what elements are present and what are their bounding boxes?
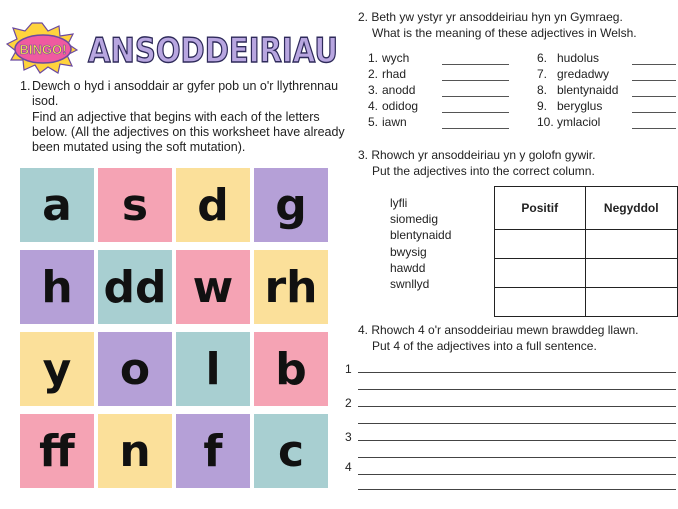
answer-blank[interactable]: [632, 80, 676, 81]
page-title: [84, 16, 344, 76]
letter-tile: [254, 168, 328, 242]
title-text: ANSODDEIRIAU: [88, 31, 338, 71]
table-cell[interactable]: [585, 288, 677, 317]
tile-letter: dd: [103, 261, 167, 313]
question-4-english: Put 4 of the adjectives into a full sentence.: [372, 339, 597, 353]
letter-tile: [98, 414, 172, 488]
tile-letter: b: [275, 343, 307, 395]
answer-blank[interactable]: [632, 96, 676, 97]
question-4-welsh: 4. Rhowch 4 o'r ansoddeiriau mewn brawddeg llawn.: [358, 323, 639, 337]
tile-letter: w: [192, 261, 234, 313]
tile-letter: rh: [264, 261, 318, 313]
answer-blank[interactable]: [442, 128, 509, 129]
letter-tile: [254, 250, 328, 324]
question-2-english: What is the meaning of these adjectives in Welsh.: [372, 26, 637, 40]
table-cell[interactable]: [585, 259, 677, 288]
tile-letter: h: [41, 261, 73, 313]
question-3-welsh: 3. Rhowch yr ansoddeiriau yn y golofn gywir.: [358, 148, 596, 162]
tile-letter: s: [121, 179, 149, 231]
welsh-word: anodd: [382, 83, 416, 97]
question-3-english: Put the adjectives into the correct column.: [372, 164, 595, 178]
sort-word: lyfli: [390, 196, 408, 210]
sort-word: swnllyd: [390, 277, 430, 291]
question-1-welsh: Dewch o hyd i ansoddair ar gyfer pob un o'r llythrennau isod.: [32, 79, 339, 108]
tile-letter: y: [42, 343, 72, 395]
word-number: 3.: [368, 83, 379, 97]
tile-letter: o: [119, 343, 151, 395]
sort-word: blentynaidd: [390, 228, 452, 243]
answer-blank[interactable]: [442, 80, 509, 81]
positive-column-header: Positif: [495, 187, 586, 230]
tile-letter: l: [205, 343, 221, 395]
letter-tile: [20, 414, 94, 488]
negative-column-header: Negyddol: [585, 187, 677, 230]
letter-tile: [176, 250, 250, 324]
tile-letter: a: [42, 179, 72, 231]
answer-blank[interactable]: [632, 128, 676, 129]
letter-tile: [20, 332, 94, 406]
letter-tile: [20, 168, 94, 242]
answer-blank[interactable]: [442, 96, 509, 97]
word-number: 6.: [537, 51, 548, 65]
letter-tile: [176, 332, 250, 406]
sentence-number: 4: [345, 460, 352, 474]
sort-word: hawdd: [390, 260, 426, 275]
table-cell[interactable]: [495, 230, 586, 259]
letter-tile: [176, 168, 250, 242]
bingo-logo: [6, 22, 78, 74]
sentence-line[interactable]: [358, 440, 676, 441]
sentence-number: 1: [345, 362, 352, 376]
word-number: 8.: [537, 83, 548, 97]
answer-blank[interactable]: [442, 112, 509, 113]
question-1-number: 1.: [20, 79, 31, 93]
sentence-line[interactable]: [358, 406, 676, 407]
word-number: 7.: [537, 67, 548, 81]
welsh-word: wych: [382, 51, 410, 65]
question-1-english: Find an adjective that begins with each of the letters below. (All the adjectives on this worksheet have already been mutated using the soft mutation).: [32, 110, 345, 154]
adjective-sort-table: [494, 186, 678, 317]
answer-blank[interactable]: [632, 64, 676, 65]
sort-word: bwysig: [390, 244, 427, 259]
welsh-word: odidog: [382, 99, 419, 113]
sentence-line[interactable]: [358, 489, 676, 490]
welsh-word: ymlaciol: [557, 115, 601, 129]
sentence-number: 2: [345, 396, 352, 410]
word-number: 2.: [368, 67, 379, 81]
letter-tile: [98, 332, 172, 406]
sentence-line[interactable]: [358, 423, 676, 424]
tile-letter: g: [275, 179, 307, 231]
table-cell[interactable]: [495, 259, 586, 288]
word-number: 10.: [537, 115, 554, 129]
answer-blank[interactable]: [632, 112, 676, 113]
tile-letter: c: [277, 425, 305, 477]
sentence-line[interactable]: [358, 457, 676, 458]
word-number: 5.: [368, 115, 379, 129]
tile-letter: d: [197, 179, 229, 231]
table-cell[interactable]: [495, 288, 586, 317]
letter-tile: [176, 414, 250, 488]
question-2-welsh: 2. Beth yw ystyr yr ansoddeiriau hyn yn Gymraeg.: [358, 10, 623, 24]
tile-letter: n: [119, 425, 151, 477]
table-cell[interactable]: [585, 230, 677, 259]
tile-letter: f: [203, 425, 223, 477]
word-number: 9.: [537, 99, 548, 113]
welsh-word: blentynaidd: [557, 83, 619, 97]
word-number: 4.: [368, 99, 379, 113]
welsh-word: iawn: [382, 115, 407, 129]
letter-tile: [254, 414, 328, 488]
letter-tile: [20, 250, 94, 324]
sentence-line[interactable]: [358, 372, 676, 373]
word-number: 1.: [368, 51, 379, 65]
letter-tile: [98, 168, 172, 242]
sentence-number: 3: [345, 430, 352, 444]
sentence-line[interactable]: [358, 474, 676, 475]
welsh-word: rhad: [382, 67, 407, 81]
tile-letter: ff: [39, 425, 75, 477]
welsh-word: hudolus: [557, 51, 600, 65]
sentence-line[interactable]: [358, 389, 676, 390]
sort-word: siomedig: [390, 212, 439, 227]
bingo-text: BINGO!: [19, 42, 67, 57]
welsh-word: beryglus: [557, 99, 603, 113]
letter-tile: [254, 332, 328, 406]
answer-blank[interactable]: [442, 64, 509, 65]
welsh-word: gredadwy: [557, 67, 610, 81]
letter-tile: [98, 250, 172, 324]
